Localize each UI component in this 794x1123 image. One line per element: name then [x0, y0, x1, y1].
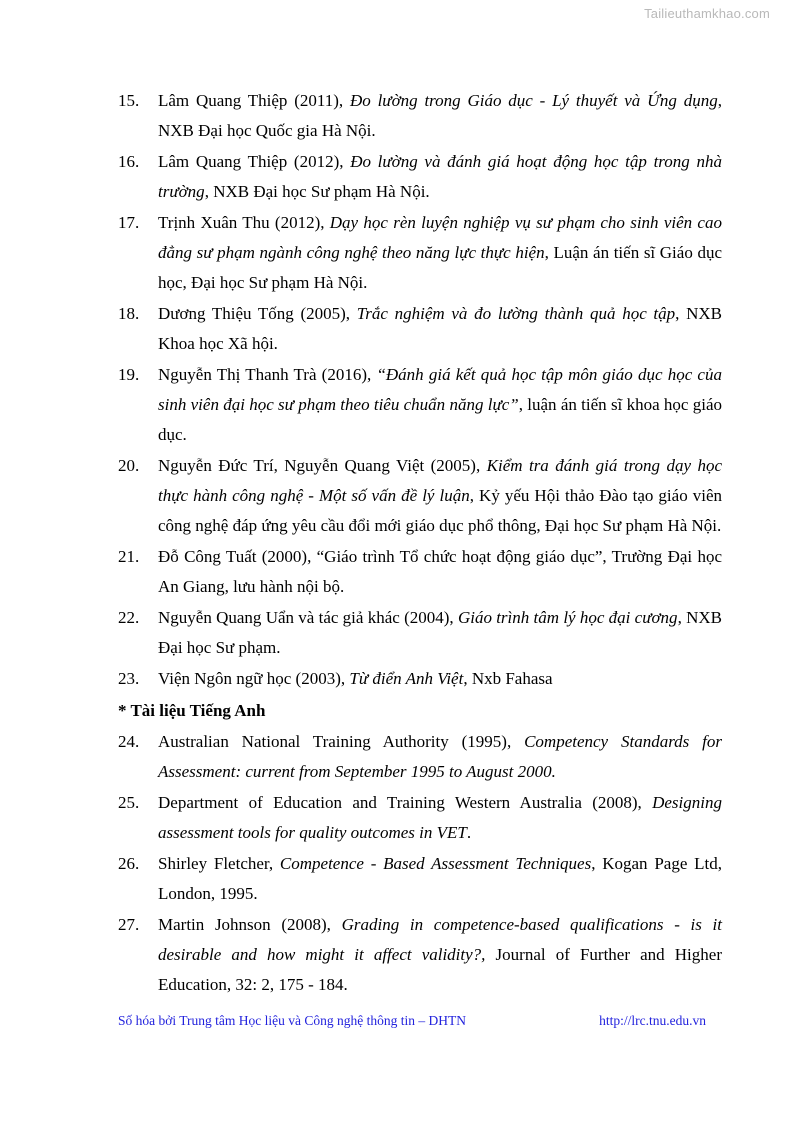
reference-author: Viện Ngôn ngữ học (2003), [158, 669, 350, 688]
reference-number: 24. [118, 732, 140, 751]
reference-entry [118, 727, 722, 787]
references-english-group [118, 727, 722, 1000]
footer-url-link[interactable]: http://lrc.tnu.edu.vn [599, 1013, 706, 1028]
reference-number: 16. [118, 152, 140, 171]
reference-author: Trịnh Xuân Thu (2012), [158, 213, 330, 232]
reference-number: 23. [118, 669, 140, 688]
reference-author: Lâm Quang Thiệp (2012), [158, 152, 351, 171]
reference-entry [118, 542, 722, 602]
reference-publisher: , Kỷ yếu Hội thảo Đào tạo giáo viên công nghệ đáp ứng yêu cầu đổi mới giáo dục phổ thông, Đại học Sư phạm Hà Nội. [158, 486, 723, 535]
reference-entry [118, 299, 722, 359]
reference-publisher: , NXB Đại học Sư phạm. [158, 608, 722, 657]
reference-author: Dương Thiệu Tống (2005), [158, 304, 357, 323]
reference-author: Department of Education and Training Western Australia (2008), [158, 793, 653, 812]
reference-entry [118, 910, 722, 1000]
reference-title: Designing assessment tools for quality outcomes in VET [158, 793, 722, 842]
references-vietnamese-group [118, 86, 722, 694]
watermark-label: Tailieuthamkhao.com [644, 6, 770, 21]
reference-entry [118, 603, 722, 663]
reference-entry [118, 849, 722, 909]
reference-text [158, 86, 722, 146]
reference-publisher: , Luận án tiến sĩ Giáo dục học, Đại học Sư phạm Hà Nội. [158, 243, 722, 292]
reference-number: 19. [118, 365, 140, 384]
reference-text [158, 147, 722, 207]
reference-number: 15. [118, 91, 140, 110]
reference-text [158, 360, 722, 450]
reference-text [158, 788, 722, 848]
reference-number: 17. [118, 213, 140, 232]
footer-credit-text: Số hóa bởi Trung tâm Học liệu và Công nghệ thông tin – DHTN [118, 1013, 467, 1028]
reference-entry [118, 86, 722, 146]
reference-publisher: , NXB Đại học Sư phạm Hà Nội. [204, 182, 430, 201]
reference-title: Kiểm tra đánh giá trong dạy học thực hành công nghệ - Một số vấn đề lý luận [158, 456, 722, 505]
reference-number: 27. [118, 915, 140, 934]
reference-text [158, 910, 722, 1000]
page-footer [118, 1010, 722, 1032]
reference-title: Đo lường trong Giáo dục - Lý thuyết và Ứng dụng [350, 91, 718, 110]
reference-publisher: . [466, 823, 472, 842]
reference-title: Competency Standards for Assessment: current from September 1995 to August 2000. [158, 732, 722, 781]
reference-publisher: , NXB Đại học Quốc gia Hà Nội. [158, 91, 722, 140]
reference-author: Martin Johnson (2008), [158, 915, 342, 934]
reference-publisher: , Nxb Fahasa [463, 669, 553, 688]
reference-title: “Đánh giá kết quả học tập môn giáo dục học của sinh viên đại học sư phạm theo tiêu chuẩn năng lực” [158, 365, 722, 414]
reference-text [158, 208, 722, 298]
reference-text [158, 664, 722, 694]
reference-text [158, 603, 722, 663]
reference-title: Dạy học rèn luyện nghiệp vụ sư phạm cho sinh viên cao đẳng sư phạm ngành công nghệ theo năng lực thực hiện [158, 213, 722, 262]
reference-text [158, 849, 722, 909]
reference-author: Nguyễn Đức Trí, Nguyễn Quang Việt (2005), [158, 456, 487, 475]
reference-title: Trắc nghiệm và đo lường thành quả học tập [356, 304, 676, 323]
reference-entry [118, 360, 722, 450]
references-list [118, 86, 722, 1001]
reference-entry [118, 208, 722, 298]
reference-number: 26. [118, 854, 140, 873]
reference-entry [118, 451, 722, 541]
reference-publisher: , NXB Khoa học Xã hội. [158, 304, 722, 353]
reference-title: Từ điển Anh Việt [349, 669, 464, 688]
reference-entry [118, 664, 722, 694]
reference-entry [118, 788, 722, 848]
reference-publisher: , luận án tiến sĩ khoa học giáo dục. [158, 395, 722, 444]
section-header-english: * Tài liệu Tiếng Anh [118, 701, 266, 720]
reference-author: Australian National Training Authority (1995), [158, 732, 525, 751]
reference-title: Competence - Based Assessment Techniques [279, 854, 592, 873]
reference-text [158, 299, 722, 359]
reference-publisher: Journal of Further and Higher Education, 32: 2, 175 - 184. [158, 945, 722, 994]
reference-number: 21. [118, 547, 140, 566]
reference-publisher: , Kogan Page Ltd, London, 1995. [158, 854, 722, 903]
reference-text [158, 451, 722, 541]
reference-text [158, 727, 722, 787]
reference-author: Lâm Quang Thiệp (2011), [158, 91, 350, 110]
reference-title: Giáo trình tâm lý học đại cương [457, 608, 678, 627]
reference-entry [118, 147, 722, 207]
reference-author: Đỗ Công Tuất (2000), “Giáo trình Tổ chức hoạt động giáo dục”, Trường Đại học An Giang, lưu hành nội bộ. [158, 547, 722, 596]
reference-number: 25. [118, 793, 140, 812]
reference-number: 22. [118, 608, 140, 627]
reference-text [158, 542, 722, 602]
reference-title: Đo lường và đánh giá hoạt động học tập trong nhà trường [158, 152, 722, 201]
reference-author: Shirley Fletcher, [158, 854, 280, 873]
reference-author: Nguyễn Thị Thanh Trà (2016), [158, 365, 377, 384]
reference-number: 20. [118, 456, 140, 475]
reference-title: Grading in competence-based qualifications - is it desirable and how might it affect validity?, [158, 915, 722, 964]
reference-number: 18. [118, 304, 140, 323]
reference-author: Nguyễn Quang Uẩn và tác giả khác (2004), [158, 608, 458, 627]
